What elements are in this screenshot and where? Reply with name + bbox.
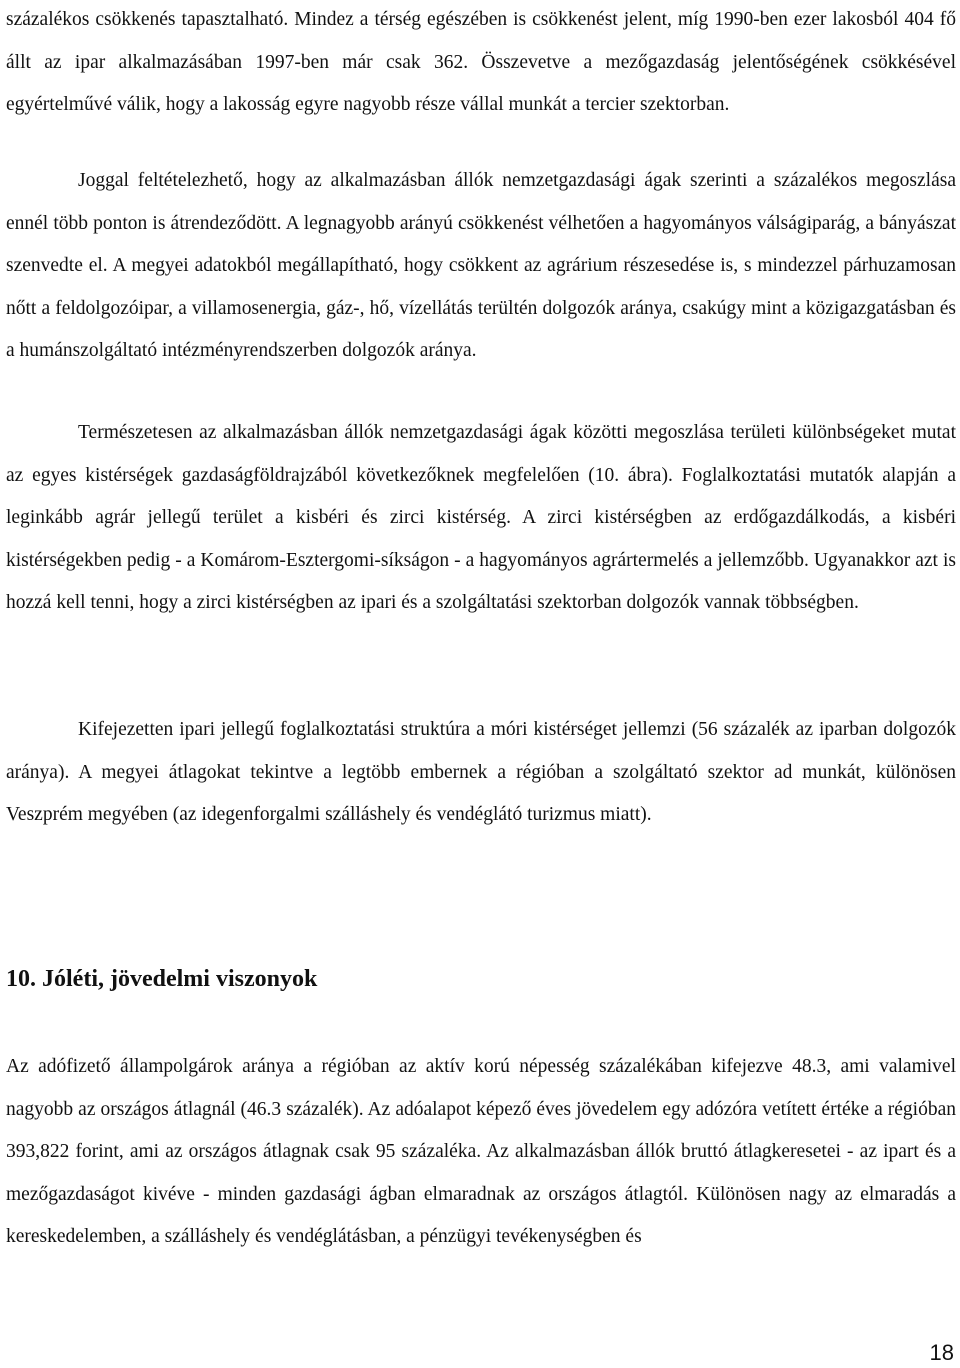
section-heading: 10. Jóléti, jövedelmi viszonyok xyxy=(6,966,318,992)
paragraph-employment-decline: százalékos csökkenés tapasztalható. Mindez a térség egészében is csökkenést jelent, míg 1990-ben ezer lakosból 404 fő állt az ipar alkalmazásában 1997-ben már csak 362. Összevetve a mezőgazdaság jelentőségének csökkésével egyértelművé válik, hogy a lakosság egyre nagyobb része vállal munkát a tercier szektorban. xyxy=(6,9,956,115)
paragraph-industrial-structure: Kifejezetten ipari jellegű foglalkoztatási struktúra a móri kistérséget jellemzi (56 százalék az iparban dolgozók aránya). A megyei átlagokat tekintve a legtöbb embernek a régióban a szolgáltató szektor ad munkát, különösen Veszprém megyében (az idegenforgalmi szálláshely és vendéglátó turizmus miatt). xyxy=(6,719,956,825)
page-number: 18 xyxy=(929,1340,954,1365)
paragraph-income-conditions: Az adófizető állampolgárok aránya a régióban az aktív korú népesség százalékában kifejezve 48.3, ami valamivel nagyobb az országos átlagnál (46.3 százalék). Az adóalapot képező éves jövedelem egy adózóra vetített értéke a régióban 393,822 forint, ami az országos átlagnak csak 95 százaléka. Az alkalmazásban állók bruttó átlagkeresetei - az ipart és a mezőgazdaságot kivéve - minden gazdasági ágban elmaradnak az országos átlagtól. Különösen nagy az elmaradás a kereskedelemben, a szálláshely és vendéglátásban, a pénzügyi tevékenységben és xyxy=(6,1056,956,1247)
paragraph-sector-restructuring: Joggal feltételezhető, hogy az alkalmazásban állók nemzetgazdasági ágak szerinti a százalékos megoszlása ennél több ponton is átrendeződött. A legnagyobb arányú csökkenést vélhetően a hagyományos válságiparág, a bányászat szenvedte el. A megyei adatokból megállapítható, hogy csökkent az agrárium részesedése is, s mindezzel párhuzamosan nőtt a feldolgozóipar, a villamosenergia, gáz-, hő, vízellátás terültén dolgozók aránya, csakúgy mint a közigazgatásban és a humánszolgáltató intézményrendszerben dolgozók aránya. xyxy=(6,170,956,361)
paragraph-regional-differences: Természetesen az alkalmazásban állók nemzetgazdasági ágak közötti megoszlása területi különbségeket mutat az egyes kistérségek gazdaságföldrajzából következőknek megfelelően (10. ábra). Foglalkoztatási mutatók alapján a leginkább agrár jellegű terület a kisbéri és zirci kistérség. A zirci kistérségben az erdőgazdálkodás, a kisbéri kistérségekben pedig - a Komárom-Esztergomi-síkságon - a hagyományos agrártermelés a jellemzőbb. Ugyanakkor azt is hozzá kell tenni, hogy a zirci kistérségben az ipari és a szolgáltatási szektorban dolgozók vannak többségben. xyxy=(6,422,956,613)
